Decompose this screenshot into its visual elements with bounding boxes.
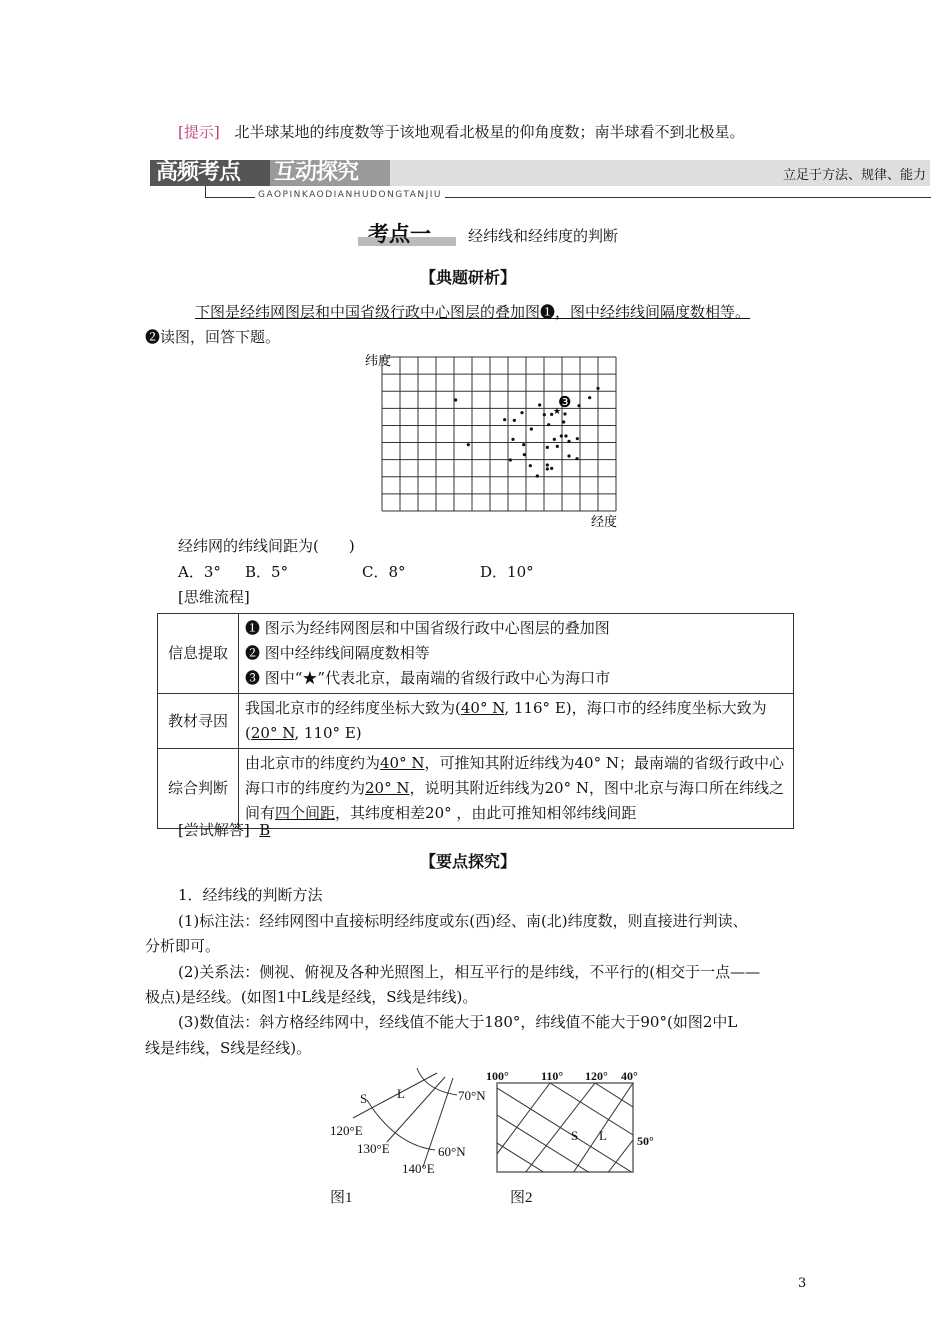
capital-dot [530,427,533,430]
figure-2 [480,1060,670,1210]
thinking-flow-table [157,613,794,829]
info-line: ❶ 图示为经纬网图层和中国省级行政中心图层的叠加图 [245,619,610,637]
capital-dot [550,467,553,470]
info-line: ❸ 图中“★”代表北京，最南端的省级行政中心为海口市 [245,669,611,687]
capital-dot [567,454,570,457]
hint-text: 北半球某地的纬度数等于该地观看北极星的仰角度数；南半球看不到北极星。 [234,123,745,141]
points-line: (1)标注法：经纬网图中直接标明经纬度或东(西)经、南(北)纬度数，则直接进行判读、 [178,912,748,930]
section-banner [150,160,930,186]
capital-dot [553,438,556,441]
capital-dot [529,464,532,467]
capital-dot [522,443,525,446]
hint-label: [提示] [178,123,220,141]
capital-dot [538,403,541,406]
capital-dot [575,457,578,460]
label-s: S [571,1128,579,1143]
option-a: A．3° [178,563,221,581]
label-50: 50° [637,1134,654,1148]
figure-2-caption: 图2 [510,1190,533,1206]
points-line: (2)关系法：侧视、俯视及各种光照图上，相互平行的是纬线，不平行的(相交于一点—— [178,963,761,981]
section-title: 经纬线和经纬度的判断 [468,227,619,245]
capital-dot [523,453,526,456]
x-axis-label: 经度 [591,514,618,529]
beijing-star-icon: ★ [553,406,562,416]
answer-line [178,820,270,840]
flow-label: [思维流程] [178,588,250,606]
figure-1 [320,1060,500,1210]
question-stem: 经纬网的纬线间距为( ) [178,537,355,555]
label-130e: 130°E [357,1141,390,1156]
capital-dot [520,411,523,414]
capital-dot [560,434,563,437]
points-line: 1．经纬线的判断方法 [178,886,323,904]
capital-dot [556,445,559,448]
example-heading: 【典题研析】 [420,268,517,287]
capital-dot [596,387,599,390]
label-60n: 60°N [438,1144,466,1159]
label-120: 120° [585,1069,608,1083]
page-number: 3 [798,1276,807,1291]
capital-dot [543,413,546,416]
row-content: 由北京市的纬度约为40° N，可推知其附近纬线为40° N；最南端的省级行政中心海口市的纬度约为20° N，说明其附近纬线为20° N，图中北京与海口所在纬线之间有四个间距，其纬度相差20° ，由此可推知相邻纬线间距 [239,749,794,829]
row-head: 教材寻因 [158,694,239,749]
capital-dot [536,474,539,477]
capital-dot [546,463,549,466]
example-para-line2: ❷读图，回答下题。 [145,328,281,346]
answer-label: [尝试解答] [178,821,250,839]
lat-lon-grid-figure [360,350,630,535]
banner-title-dark: 高频考点 [156,160,241,185]
capital-dot [503,418,506,421]
capital-dot [546,467,549,470]
points-line: 线是纬线，S线是经线)。 [145,1039,312,1057]
capital-dot [467,443,470,446]
label-s: S [360,1091,368,1106]
points-line: (3)数值法：斜方格经纬网中，经线值不能大于180°，纬线值不能大于90°(如图2中L [178,1013,738,1031]
label-l: L [599,1128,607,1143]
row-head: 信息提取 [158,614,239,694]
points-line: 分析即可。 [145,937,221,955]
badge-text: 考点一 [368,222,431,246]
option-c: C．8° [362,563,406,581]
label-40: 40° [621,1069,638,1083]
label-100: 100° [486,1069,509,1083]
label-140e: 140°E [402,1161,435,1176]
section-badge [358,218,456,246]
capital-dot [454,398,457,401]
points-line: 极点)是经线。(如图1中L线是经线，S线是纬线)。 [145,988,478,1006]
banner-title-light: 互动探究 [270,160,390,186]
capital-dot [588,396,591,399]
capital-dot [577,404,580,407]
option-b: B．5° [245,563,289,581]
capital-dot [547,423,550,426]
beijing-marker: ❸ [558,395,572,411]
capital-dot [511,438,514,441]
capital-dot [546,446,549,449]
capital-dot [563,412,566,415]
figure-1-caption: 图1 [330,1190,353,1206]
answer-value: B [259,821,271,839]
label-l: L [397,1086,405,1101]
banner-pinyin: GAOPINKAODIANHUDONGTANJIU [255,190,445,200]
label-110: 110° [541,1069,564,1083]
label-120e: 120°E [330,1123,363,1138]
points-heading: 【要点探究】 [420,852,517,871]
table-row [158,749,794,829]
capital-dot [576,437,579,440]
row-content: 我国北京市的经纬度坐标大致为(40° N, 116° E)，海口市的经纬度坐标大致为(20° N, 110° E) [239,694,794,749]
row-head: 综合判断 [158,749,239,829]
y-axis-label: 纬度 [365,353,392,368]
capital-dot [513,419,516,422]
capital-dot [567,440,570,443]
table-row [158,694,794,749]
label-70n: 70°N [458,1088,486,1103]
capital-dot [564,434,567,437]
capital-dot [509,458,512,461]
example-para-line1: 下图是经纬网图层和中国省级行政中心图层的叠加图❶，图中经纬线间隔度数相等。 [195,303,751,321]
hint-line [178,122,745,142]
table-row [158,614,794,694]
option-d: D．10° [480,563,534,581]
capital-dot [562,420,565,423]
info-line: ❷ 图中经纬线间隔度数相等 [245,644,430,662]
banner-subtitle: 立足于方法、规律、能力 [782,168,926,183]
